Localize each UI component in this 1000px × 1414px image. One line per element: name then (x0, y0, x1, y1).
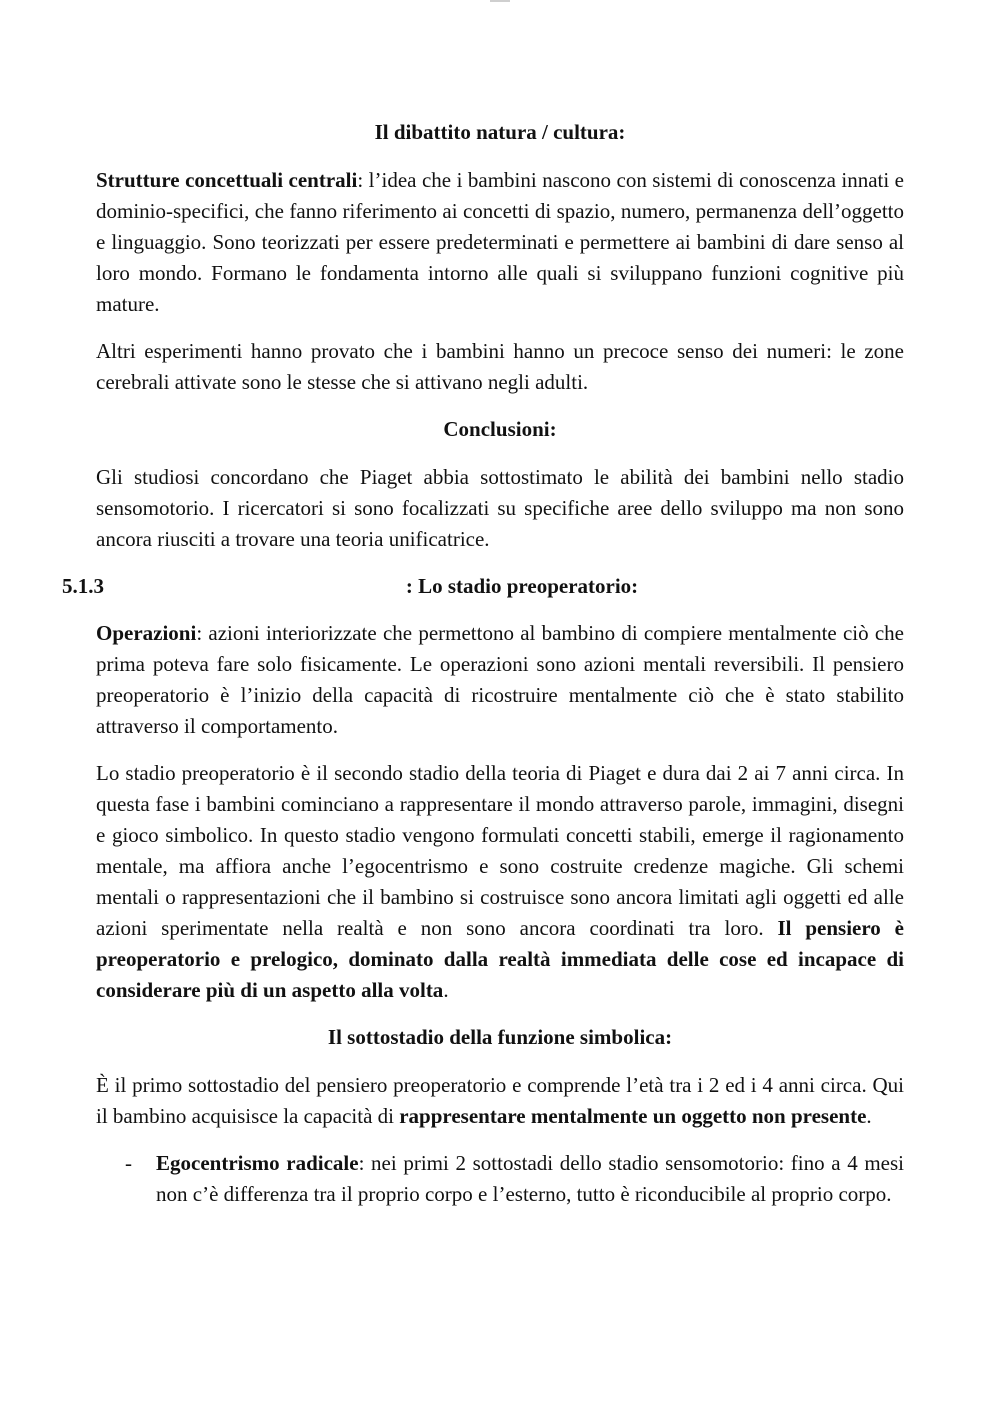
list-item (96, 1148, 904, 1210)
paragraph-end: . (443, 978, 449, 1002)
bold-text: Il pensiero è preoperatorio e prelogico, dominato dalla realtà immediata delle cose ed incapace di considerare più di un aspetto alla volta (96, 916, 904, 1002)
paragraph-text: Lo stadio preoperatorio è il secondo stadio della teoria di Piaget e dura dai 2 ai 7 anni circa. In questa fase i bambini cominciano a rappresentare il mondo attraverso parole, immagini, disegni e gioco simbolico. In questo stadio vengono formulati concetti stabili, emerge il ragionamento mentale, ma affiora anche l’egocentrismo e sono costruite credenze magiche. Gli schemi mentali o rappresentazioni che il bambino si costruisce sono ancora limitati agli oggetti ed alle azioni sperimentate nella realtà e non sono ancora coordinati tra loro. (96, 761, 904, 940)
section-title: : Lo stadio preoperatorio: (405, 574, 639, 598)
list-dash: - (125, 1151, 132, 1175)
paragraph-end: . (866, 1104, 872, 1128)
paragraph-text: : azioni interiorizzate che permettono al bambino di compiere mentalmente ciò che prima poteva fare solo fisicamente. Le operazioni sono azioni mentali reversibili. Il pensiero preoperatorio è l’inizio della capacità di ricostruire mentalmente ciò che è stato stabilito attraverso il comportamento. (96, 621, 904, 738)
heading-natura-cultura: Il dibattito natura / cultura: (374, 120, 626, 144)
paragraph-text: : l’idea che i bambini nascono con sistemi di conoscenza innati e dominio-specifici, che fanno riferimento ai concetti di spazio, numero, permanenza dell’oggetto e linguaggio. Sono teorizzati per essere predeterminati e permettere ai bambini di dare senso al loro mondo. Formano le fondamenta intorno alle quali si sviluppano funzioni cognitive più mature. (96, 168, 904, 316)
heading-conclusioni: Conclusioni: (443, 417, 557, 441)
heading-funzione-simbolica: Il sottostadio della funzione simbolica: (327, 1025, 673, 1049)
paragraph-operazioni (96, 618, 904, 742)
paragraph-strutture-concettuali (96, 165, 904, 320)
bullet-list (96, 1148, 904, 1210)
paragraph-conclusioni: Gli studiosi concordano che Piaget abbia sottostimato le abilità dei bambini nello stadio sensomotorio. I ricercatori si sono focalizzati su specifiche aree dello sviluppo ma non sono ancora riusciti a trovare una teoria unificatrice. (96, 465, 904, 551)
section-number: 5.1.3 (62, 574, 104, 598)
term-strutture-concettuali: Strutture concettuali centrali (96, 168, 358, 192)
term-egocentrismo-radicale: Egocentrismo radicale (156, 1151, 359, 1175)
paragraph-text: È il primo sottostadio del pensiero preoperatorio e comprende l’età tra i 2 ed i 4 anni circa. Qui il bambino acquisisce la capacità di (96, 1073, 904, 1128)
bold-text: rappresentare mentalmente un oggetto non presente (399, 1104, 867, 1128)
list-item-text: : nei primi 2 sottostadi dello stadio sensomotorio: fino a 4 mesi non c’è differenza tra il proprio corpo e l’esterno, tutto è riconducibile al proprio corpo. (156, 1151, 905, 1206)
term-operazioni: Operazioni (96, 621, 197, 645)
section-heading-5-1-3 (62, 571, 904, 602)
paragraph-primo-sottostadio (96, 1070, 904, 1132)
paragraph-altri-esperimenti: Altri esperimenti hanno provato che i bambini hanno un precoce senso dei numeri: le zone cerebrali attivate sono le stesse che si attivano negli adulti. (96, 339, 904, 394)
page-content (62, 117, 905, 1210)
paragraph-stadio-preoperatorio (96, 758, 904, 1006)
page-top-mark (490, 0, 510, 2)
